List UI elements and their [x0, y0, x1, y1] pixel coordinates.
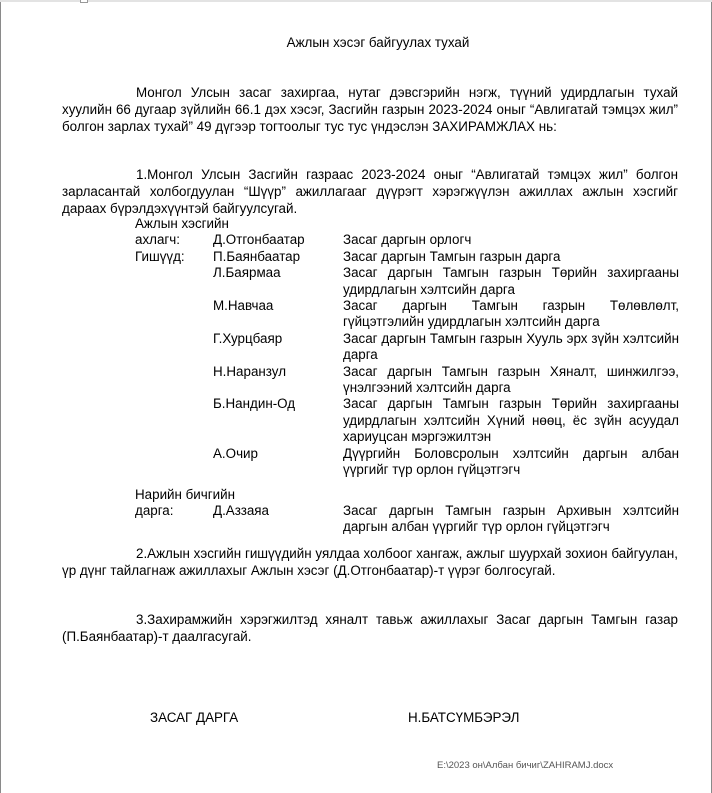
secretary-heading: Нарийн бичгийн	[135, 486, 236, 502]
member-name: Б.Нандин-Од	[213, 396, 296, 412]
intro-text: Монгол Улсын засаг захиргаа, нутаг дэвсгэрийн нэгж, түүний удирдлагын тухай хуулийн 66 дугаар зүйлийн 66.1 дэх хэсэг, Засгийн газрын 2023-2024 оныг “Авлигатай тэмцэх жил” болгон зарлах тухай” 49 дүгээр тогтоолыг тус тус үндэслэн ЗАХИРАМЖЛАХ нь:	[62, 85, 678, 134]
secretary-name: Д.Аззаяа	[213, 502, 269, 518]
member-row	[135, 331, 680, 364]
leader-position: Засаг даргын орлогч	[343, 232, 472, 248]
member-position: Засаг даргын Тамгын газрын Төлөвлөлт, гүйцэтгэлийн удирдлагын хэлтсийн дарга	[343, 298, 679, 330]
member-row	[135, 249, 680, 265]
members-role: Гишүүд:	[135, 248, 185, 264]
secretary-row	[135, 503, 680, 536]
committee-leader-row	[135, 232, 680, 248]
member-row	[135, 364, 680, 397]
item-3-paragraph	[62, 611, 678, 645]
item-1-paragraph	[62, 166, 678, 217]
member-name: Л.Баярмаа	[213, 265, 281, 281]
member-position: Засаг даргын Тамгын газрын Хяналт, шинжилгээ, үнэлгээний хэлтсийн дарга	[343, 363, 679, 396]
margin-marker	[80, 0, 88, 3]
member-name: Н.Наранзул	[213, 363, 287, 379]
member-name: П.Баянбаатар	[213, 248, 301, 264]
signature-name: Н.БАТСҮМБЭРЭЛ	[408, 710, 520, 725]
member-name: А.Очир	[213, 445, 258, 461]
member-row	[135, 265, 680, 298]
committee-list	[135, 216, 680, 536]
member-row	[135, 446, 680, 479]
secretary-role: дарга:	[135, 502, 174, 518]
secretary-position: Засаг даргын Тамгын газрын Архивын хэлтсийн даргын албан үүргийг түр орлон гүйцэтгэгч	[343, 502, 679, 535]
member-name: М.Навчаа	[213, 298, 274, 314]
item-1-text: 1.Монгол Улсын Засгийн газраас 2023-2024 оныг “Авлигатай тэмцэх жил” болгон зарласантай холбогдуулан “Шүүр” ажиллагааг дүүрэгт хэрэгжүүлэн ажиллах ажлын хэсгийг дараах бүрэлдэхүүнтэй байгуулсугай.	[62, 167, 678, 216]
member-position: Дүүргийн Боловсролын хэлтсийн даргын албан үүргийг түр орлон гүйцэтгэгч	[343, 445, 679, 478]
intro-paragraph	[62, 84, 678, 135]
page-left-edge	[0, 2, 1, 793]
member-position: Засаг даргын Тамгын газрын Төрийн захиргааны удирдлагын хэлтсийн Хүний нөөц, ёс зүйн асуудал хариуцсан мэргэжилтэн	[343, 396, 679, 445]
member-position: Засаг даргын Тамгын газрын дарга	[343, 248, 561, 264]
member-name: Г.Хурцбаяр	[213, 330, 283, 346]
item-2-text: 2.Ажлын хэсгийн гишүүдийн уялдаа холбоог хангаж, ажлыг шуурхай зохион байгуулан, үр дүнг тайлагнаж ажиллахыг Ажлын хэсэг (Д.Отгонбаатар)-т үүрэг болгосугай.	[62, 546, 678, 578]
member-position: Засаг даргын Тамгын газрын Төрийн захиргааны удирдлагын хэлтсийн дарга	[343, 265, 679, 297]
page-top-border	[0, 0, 712, 2]
item-3-text: 3.Захирамжийн хэрэгжилтэд хяналт тавьж ажиллахыг Засаг даргын Тамгын газар (П.Баянбаатар)-т даалгасугай.	[62, 612, 678, 644]
item-2-paragraph	[62, 545, 678, 579]
document-title: Ажлын хэсэг байгуулах тухай	[286, 35, 470, 50]
footer-file-path: E:\2023 он\Албан бичиг\ZAHIRAMJ.docx	[437, 760, 614, 771]
member-row	[135, 396, 680, 445]
leader-role: ахлагч:	[135, 232, 180, 248]
member-row	[135, 298, 680, 331]
leader-name: Д.Отгонбаатар	[213, 232, 305, 248]
signature-title: ЗАСАГ ДАРГА	[150, 710, 239, 725]
committee-heading: Ажлын хэсгийн	[135, 216, 229, 231]
member-position: Засаг даргын Тамгын газрын Хууль эрх зүйн хэлтсийн дарга	[343, 330, 679, 363]
